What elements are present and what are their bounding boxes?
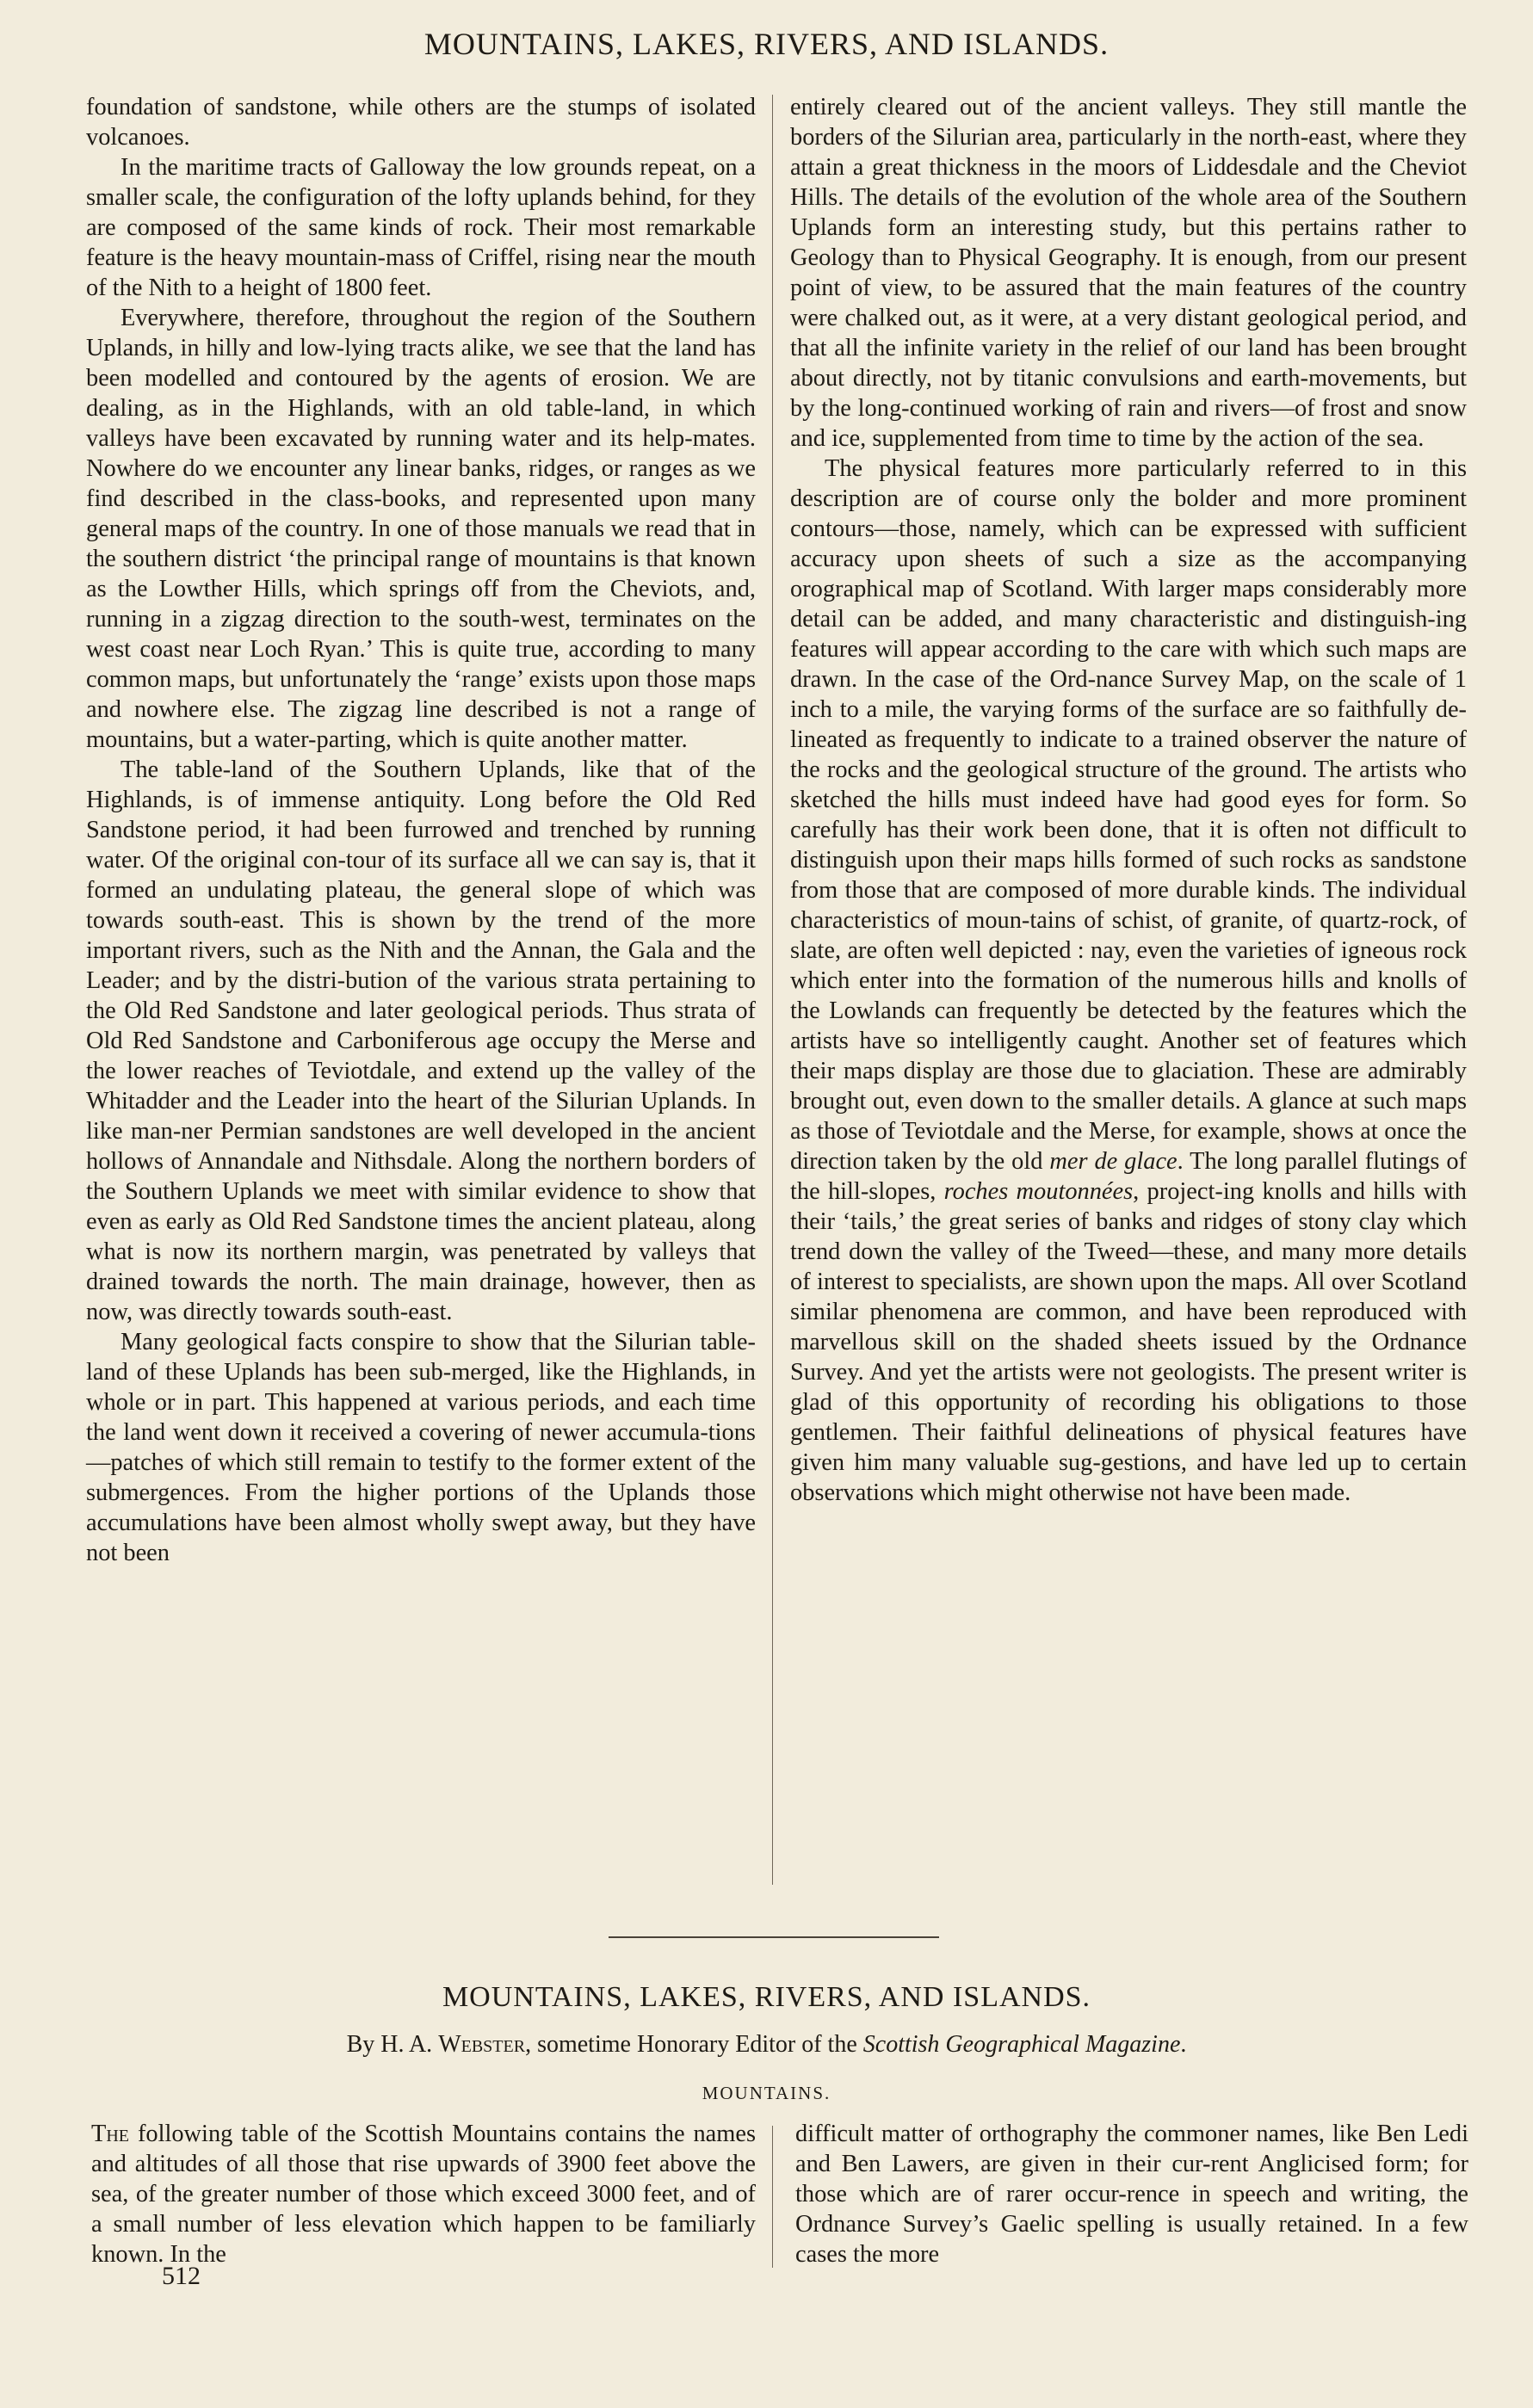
- paragraph: foundation of sandstone, while others are the stumps of isolated volcanoes.: [86, 94, 756, 151]
- byline: [0, 2031, 1533, 2059]
- author-name: Webster: [438, 2031, 526, 2058]
- paragraph: Everywhere, therefore, throughout the region of the Southern Uplands, in hilly and low-lying tracts alike, we see that the land has been modelled and contoured by the agents of erosion. We are dealing, as in the Highlands, with an old table-land, in which valleys have been excavated by running water and its help-mates. Nowhere do we encounter any linear banks, ridges, or ranges as we find described in the class-books, and represented upon many general maps of the country. In one of those manuals we read that in the southern district ‘the principal range of mountains is that known as the Lowther Hills, which springs off from the Cheviots, and, running in a zigzag direction to the south-west, terminates on the west coast near Loch Ryan.’ This is quite true, according to many common maps, but unfortunately the ‘range’ exists upon those maps and nowhere else. The zigzag line described is not a range of mountains, but a water-parting, which is quite another matter.: [86, 305, 756, 753]
- column-divider: [772, 2126, 773, 2268]
- bottom-right-column: [795, 2119, 1468, 2269]
- paragraph: entirely cleared out of the ancient valleys. They still mantle the borders of the Silurian area, particularly in the north-east, where they attain a great thickness in the moors of Liddesdale and the Cheviot Hills. The details of the evolution of the whole area of the Southern Uplands form an interesting study, but this pertains rather to Geology than to Physical Geography. It is enough, from our present point of view, to be assured that the main features of the country were chalked out, as it were, at a very distant geological period, and that all the infinite variety in the relief of our land has been brought about directly, not by titanic convulsions and earth-movements, but by the long-continued working of rain and rivers—of frost and snow and ice, supplemented from time to time by the action of the sea.: [790, 94, 1467, 452]
- paragraph: Many geological facts conspire to show that the Silurian table-land of these Uplands has been sub-merged, like the Highlands, in whole or in part. This happened at various periods, and each time the land went down it received a covering of newer accumula-tions—patches of which still remain to testify to the former extent of the submergences. From the higher portions of the Uplands those accumulations have been almost wholly swept away, but they have not been: [86, 1329, 756, 1566]
- byline-prefix: By H. A.: [346, 2031, 433, 2058]
- top-right-column: [790, 92, 1467, 1508]
- italic-term: mer de glace: [1049, 1148, 1178, 1175]
- paragraph: difficult matter of orthography the commoner names, like Ben Ledi and Ben Lawers, are given in their cur-rent Anglicised form; for those which are of rarer occur-rence in speech and writing, the Ordnance Survey’s Gaelic spelling is usually retained. In a few cases the more: [795, 2121, 1468, 2268]
- paragraph: The table-land of the Southern Uplands, like that of the Highlands, is of immense antiquity. Long before the Old Red Sandstone period, it had been furrowed and trenched by running water. Of the original con-tour of its surface all we can say is, that it formed an undulating plateau, the general slope of which was towards south-east. This is shown by the trend of the more important rivers, such as the Nith and the Annan, the Gala and the Leader; and by the distri-bution of the various strata pertaining to the Old Red Sandstone and later geological periods. Thus strata of Old Red Sandstone and Carboniferous age occupy the Merse and the lower reaches of Teviotdale, and extend up the valley of the Whitadder and the Leader into the heart of the Silurian Uplands. In like man-ner Permian sandstones are well developed in the ancient hollows of Annandale and Nithsdale. Along the northern borders of the Southern Uplands we meet with similar evidence to show that even as early as Old Red Sandstone times the ancient plateau, along what is now its northern margin, was penetrated by valleys that drained towards the north. The main drainage, however, then as now, was directly towards south-east.: [86, 756, 756, 1325]
- paragraph: [91, 2119, 756, 2269]
- paragraph-text: The physical features more particularly referred to in this description are of course only the bolder and more prominent contours—those, namely, which can be expressed with sufficient accuracy upon sheets of such a size as the accompanying orographical map of Scotland. With larger maps considerably more detail can be added, and many characteristic and distinguish-ing features will appear according to the care with which such maps are drawn. In the case of the Ord-nance Survey Map, on the scale of 1 inch to a mile, the varying forms of the surface are so faithfully de-lineated as frequently to indicate to a trained observer the nature of the rocks and the geological structure of the ground. The artists who sketched the hills must indeed have had good eyes for form. So carefully has their work been done, that it is often not difficult to distinguish upon their maps hills formed of such rocks as sandstone from those that are composed of more durable kinds. The individual characteristics of moun-tains of schist, of granite, of quartz-rock, of slate, are often well depicted : nay, even the varieties of igneous rock which enter into the formation of the numerous hills and knolls of the Lowlands can frequently be detected by the features which the artists have so intelligently caught. Another set of features which their maps display are those due to glaciation. These are admirably brought out, even down to the smaller details. A glance at such maps as those of Teviotdale and the Merse, for example, shows at once the direction taken by the old: [790, 455, 1467, 1175]
- page-number: 512: [162, 2262, 201, 2290]
- running-head: MOUNTAINS, LAKES, RIVERS, AND ISLANDS.: [423, 27, 1110, 61]
- journal-name: Scottish Geographical Magazine: [862, 2031, 1181, 2058]
- paragraph: [790, 454, 1467, 1508]
- section-rule: [609, 1936, 939, 1938]
- paragraph: In the maritime tracts of Galloway the low grounds repeat, on a smaller scale, the configuration of the lofty uplands behind, for they are composed of the same kinds of rock. Their most remarkable feature is the heavy mountain-mass of Criffel, rising near the mouth of the Nith to a height of 1800 feet.: [86, 154, 756, 301]
- paragraph-text: . The long parallel flutings of the hill-slopes,: [790, 1148, 1467, 1205]
- section-title: MOUNTAINS, LAKES, RIVERS, AND ISLANDS.: [442, 1981, 1091, 2013]
- top-left-column: [86, 92, 756, 1568]
- column-divider: [772, 95, 773, 1885]
- italic-term: roches moutonnées: [943, 1178, 1134, 1205]
- byline-end: .: [1180, 2031, 1187, 2058]
- byline-middle: , sometime Honorary Editor of the: [525, 2031, 857, 2058]
- first-word: The: [91, 2121, 130, 2147]
- paragraph-text: following table of the Scottish Mountains contains the names and altitudes of all those that rise upwards of 3900 feet above the sea, of the greater number of those which exceed 3000 feet, and of a small number of less elevation which happen to be familiarly known. In the: [91, 2121, 756, 2268]
- paragraph-text: , project-ing knolls and hills with their ‘tails,’ the great series of banks and ridges of stony clay which trend down the valley of the Tweed—these, and many more details of interest to specialists, are shown upon the maps. All over Scotland similar phenomena are common, and have been reproduced with marvellous skill on the shaded sheets issued by the Ordnance Survey. And yet the artists were not geologists. The present writer is glad of this opportunity of recording his obligations to those gentlemen. Their faithful delineations of physical features have given him many valuable sug-gestions, and have led up to certain observations which might otherwise not have been made.: [790, 1178, 1467, 1506]
- subsection-heading: MOUNTAINS.: [702, 2083, 831, 2103]
- bottom-left-column: [91, 2119, 756, 2269]
